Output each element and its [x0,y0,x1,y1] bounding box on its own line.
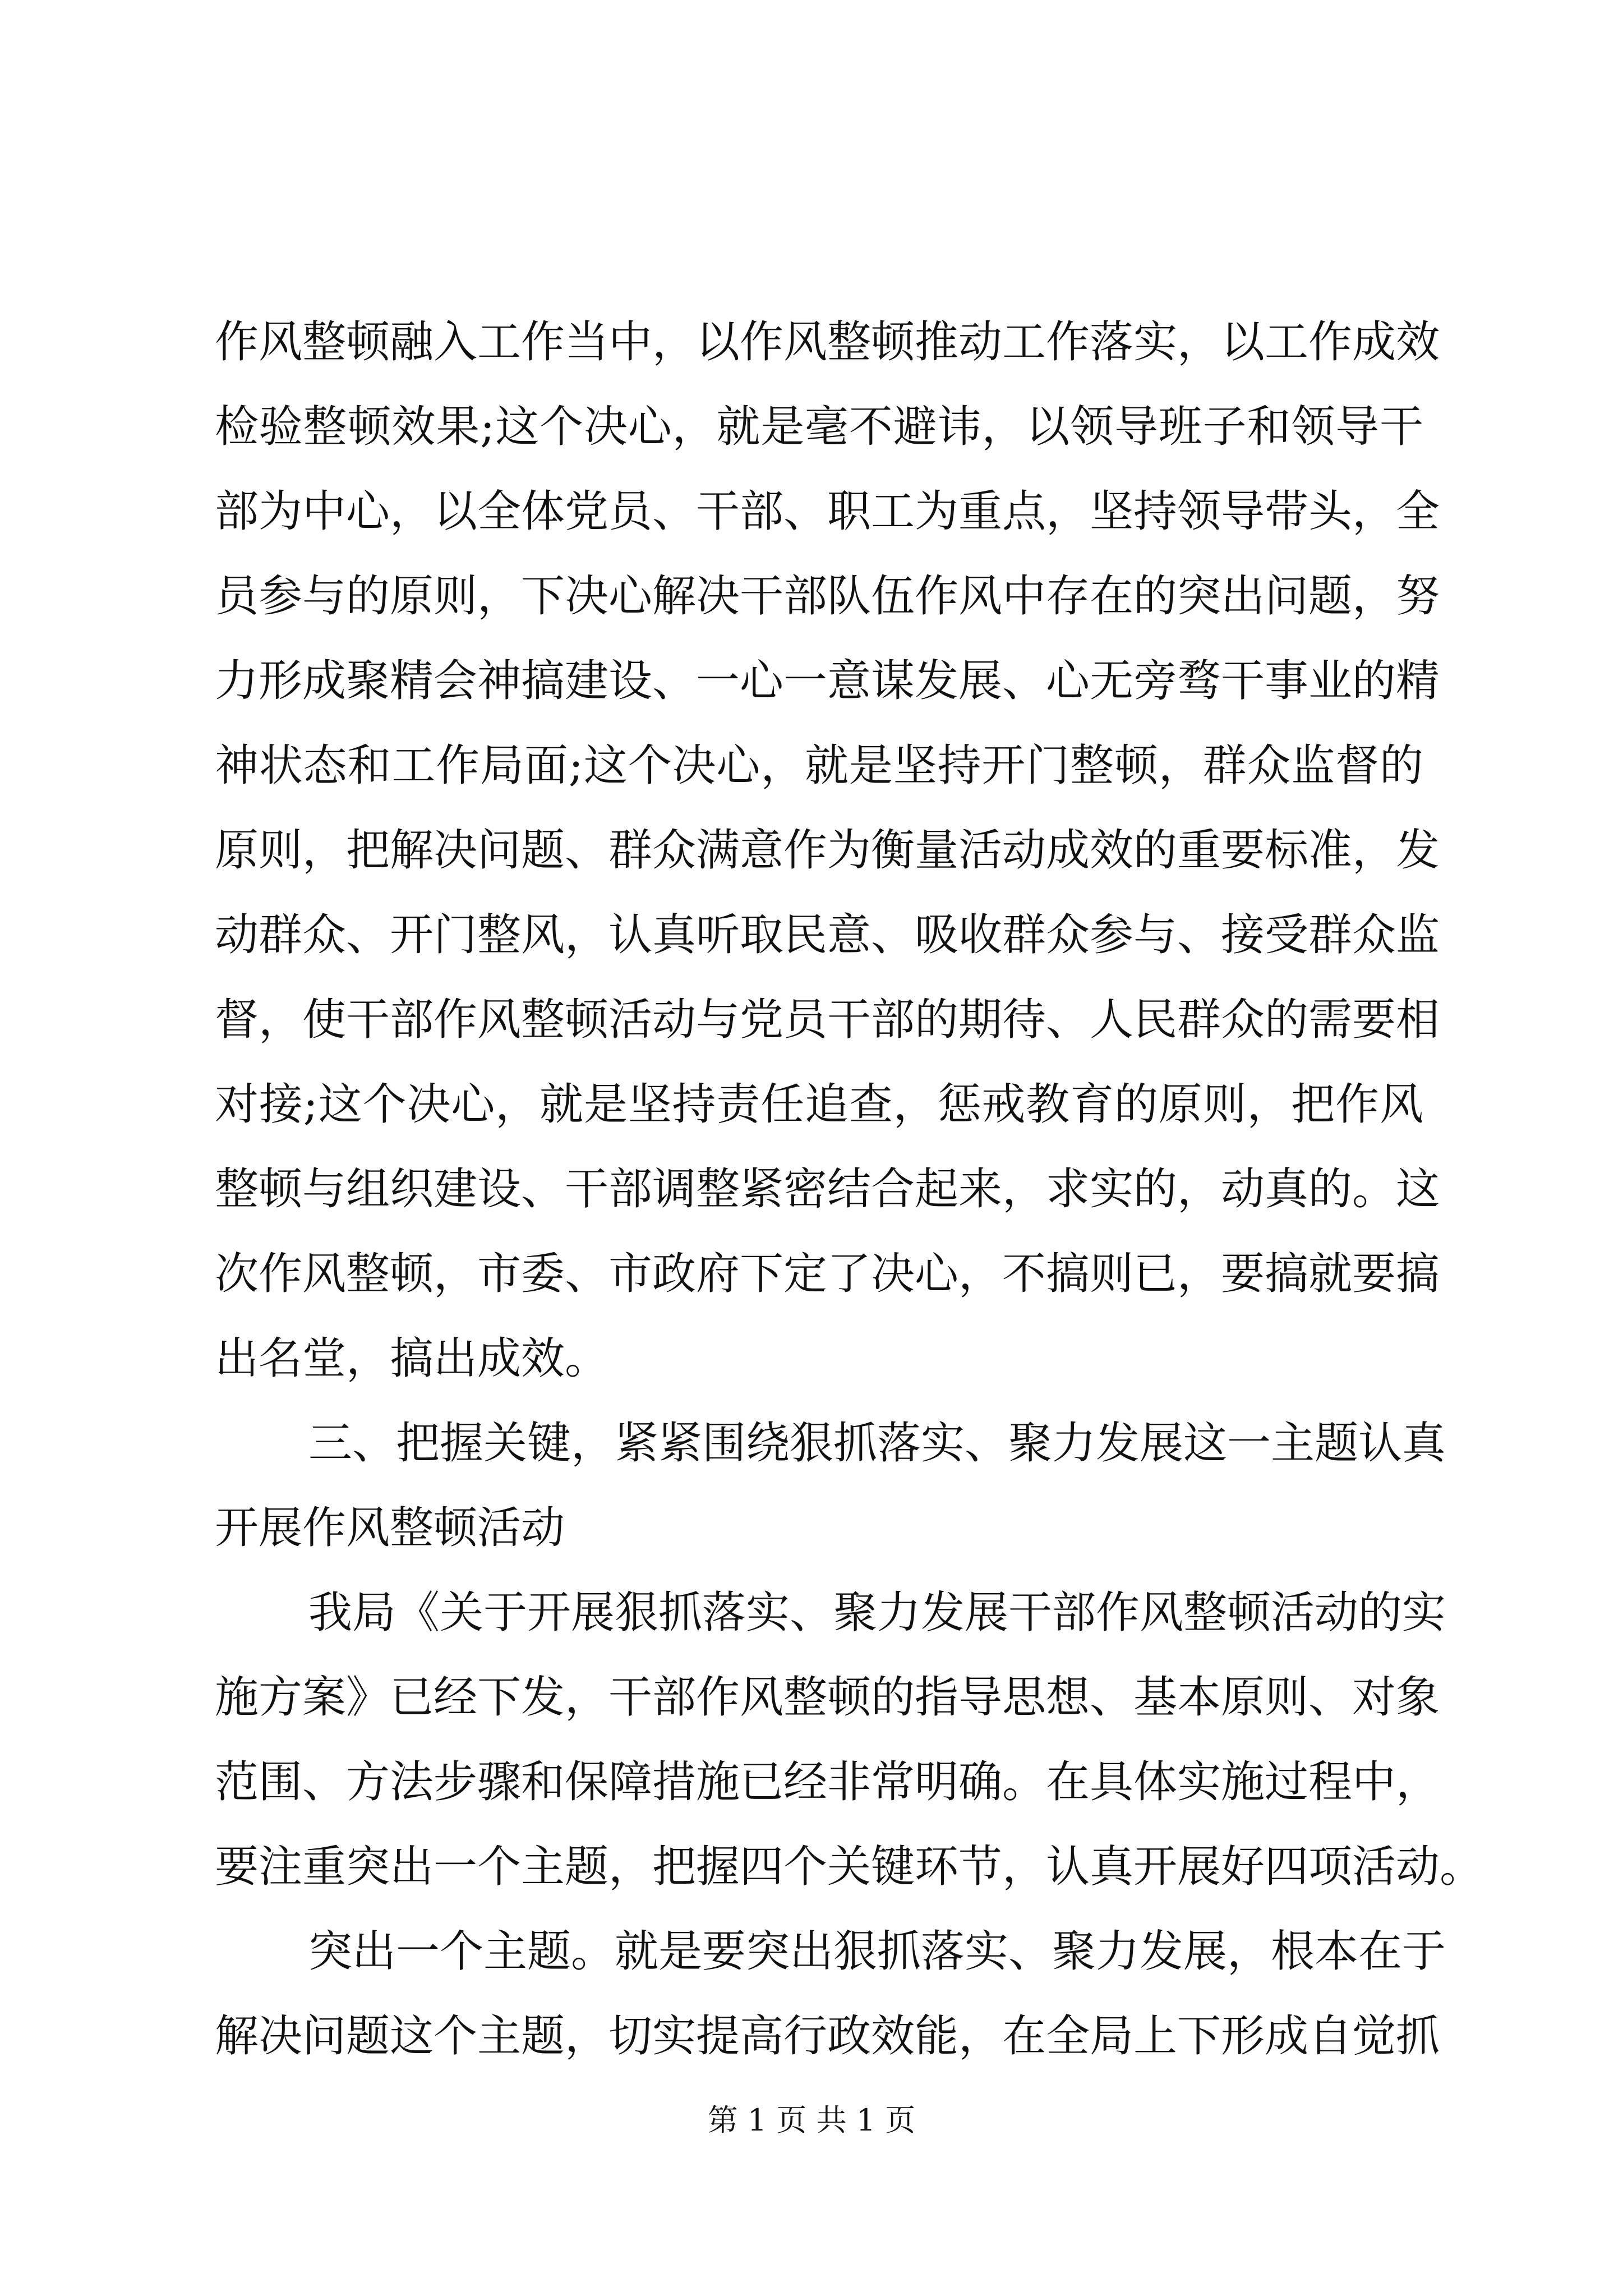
text-line: 动群众、开门整风，认真听取民意、吸收群众参与、接受群众监 [215,910,1440,960]
text-line: 出名堂，搞出成效。 [215,1333,609,1384]
text-line: 解决问题这个主题，切实提高行政效能，在全局上下形成自觉抓 [215,2011,1440,2062]
text-line: 员参与的原则，下决心解决干部队伍作风中存在的突出问题，努 [215,571,1440,622]
text-line: 我局《关于开展狠抓落实、聚力发展干部作风整顿活动的实 [308,1588,1446,1638]
text-line: 检验整顿效果;这个决心，就是毫不避讳，以领导班子和领导干 [215,402,1423,452]
section-heading-line: 三、把握关键，紧紧围绕狠抓落实、聚力发展这一主题认真 [308,1418,1446,1469]
text-line: 次作风整顿，市委、市政府下定了决心，不搞则已，要搞就要搞 [215,1249,1440,1299]
text-line: 神状态和工作局面;这个决心，就是坚持开门整顿，群众监督的 [215,740,1423,791]
text-line: 施方案》已经下发，干部作风整顿的指导思想、基本原则、对象 [215,1672,1440,1723]
text-line: 对接;这个决心，就是坚持责任追查，惩戒教育的原则，把作风 [215,1079,1423,1130]
page-number-footer: 第 1 页 共 1 页 [707,2102,916,2138]
text-line: 要注重突出一个主题，把握四个关键环节，认真开展好四项活动。 [215,1842,1484,1892]
text-line: 原则，把解决问题、群众满意作为衡量活动成效的重要标准，发 [215,825,1440,876]
text-line: 突出一个主题。就是要突出狠抓落实、聚力发展，根本在于 [308,1926,1446,1977]
text-line: 整顿与组织建设、干部调整紧密结合起来，求实的，动真的。这 [215,1164,1440,1214]
text-line: 力形成聚精会神搞建设、一心一意谋发展、心无旁骛干事业的精 [215,656,1440,706]
section-heading-line: 开展作风整顿活动 [215,1503,565,1553]
text-line: 范围、方法步骤和保障措施已经非常明确。在具体实施过程中， [215,1757,1440,1807]
text-line: 作风整顿融入工作当中，以作风整顿推动工作落实，以工作成效 [215,317,1440,367]
text-line: 督，使干部作风整顿活动与党员干部的期待、人民群众的需要相 [215,995,1440,1045]
text-line: 部为中心，以全体党员、干部、职工为重点，坚持领导带头，全 [215,486,1440,537]
document-body [215,300,1484,2079]
